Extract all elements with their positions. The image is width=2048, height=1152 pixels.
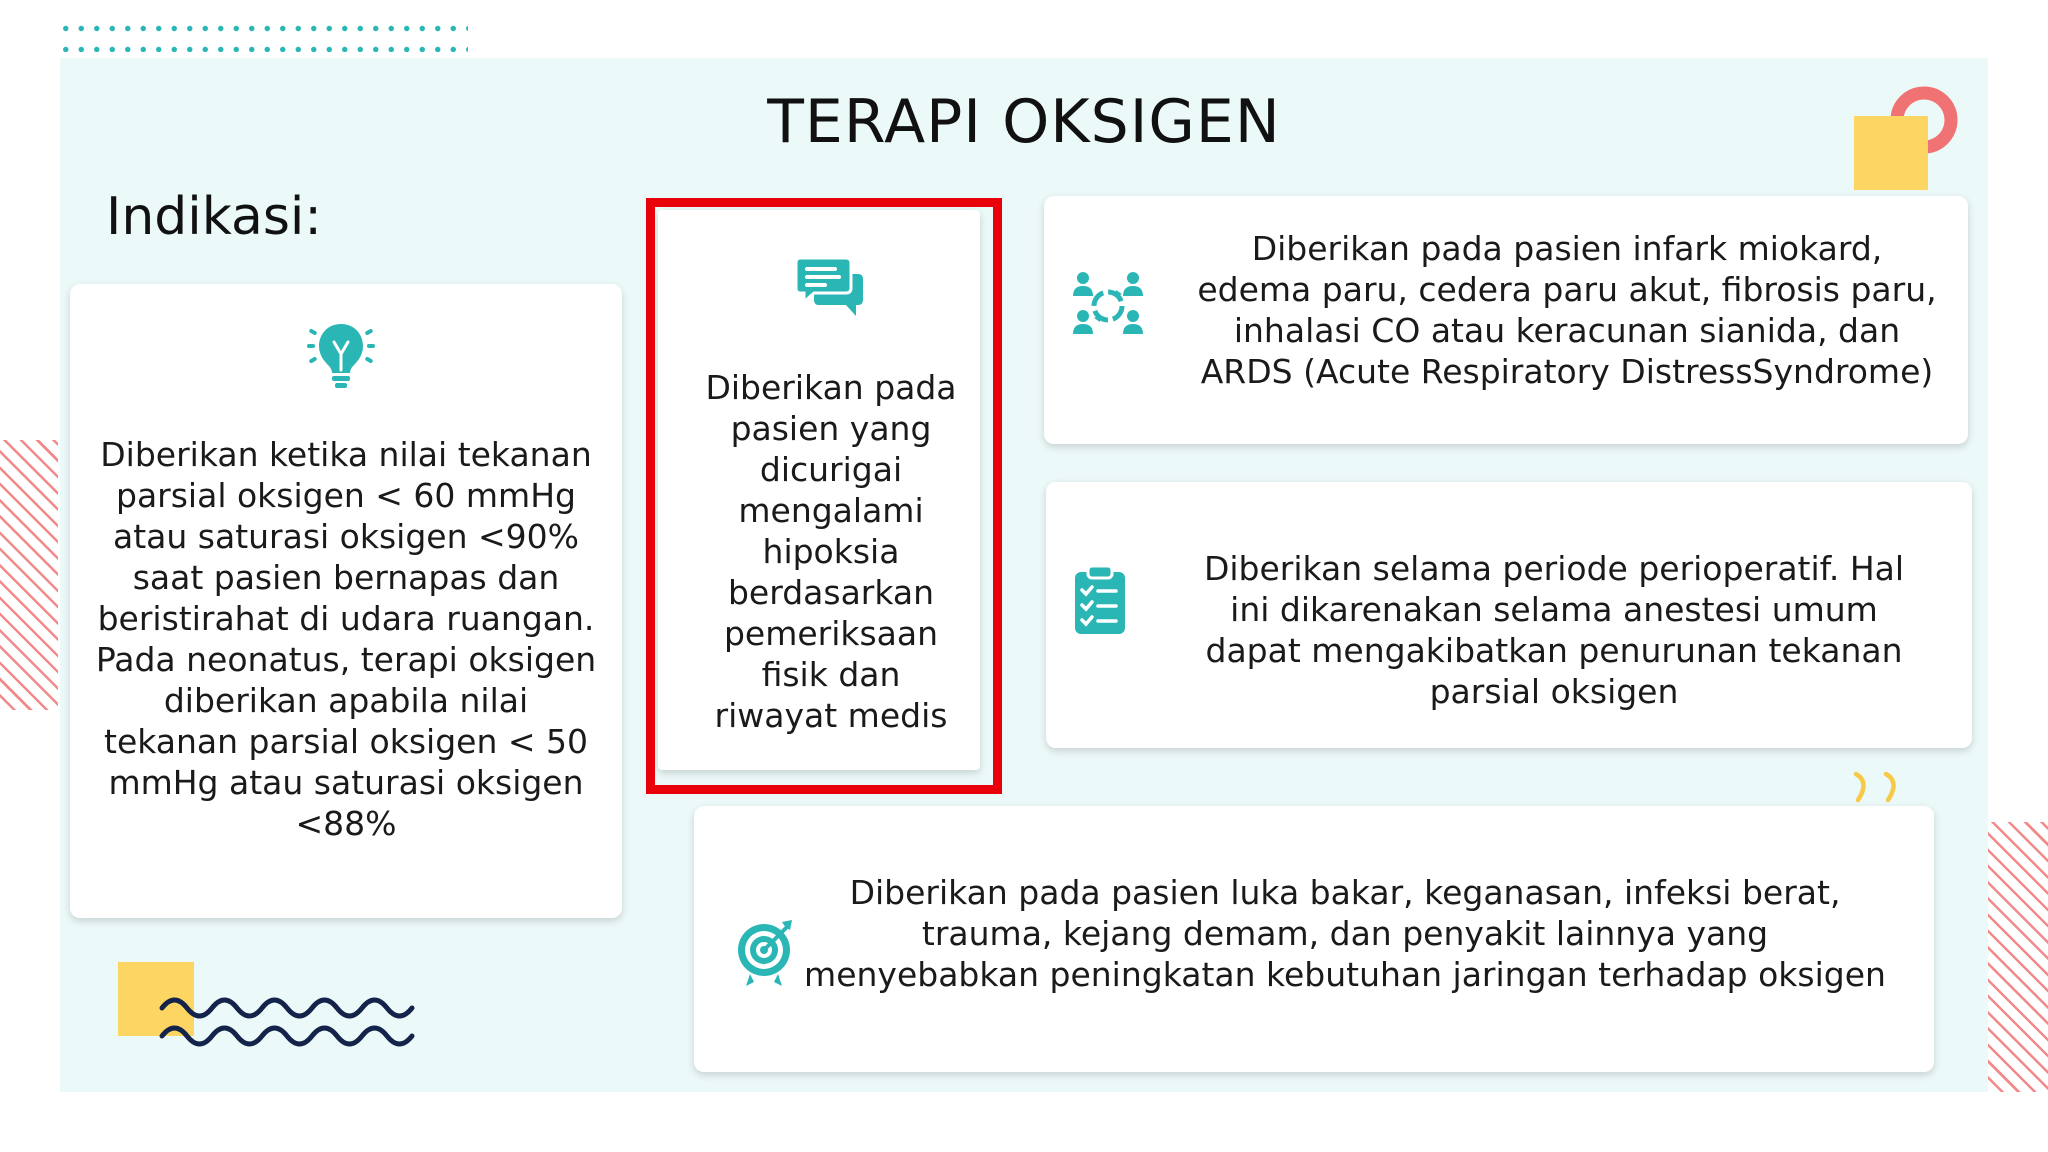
indication-text-3: Diberikan pada pasien infark miokard, edema paru, cedera paru akut, fibrosis paru, inhalasi CO atau keracunan sianida, dan ARDS (Acute Respiratory DistressSyndrome) [1197,229,1937,391]
red-highlight-box [646,198,1002,794]
dot-grid-decoration [58,18,468,52]
people-network-icon [1072,270,1144,340]
clipboard-checklist-icon [1072,564,1128,636]
hatch-decoration-right [1988,822,2048,1092]
quote-marks-decoration [1850,766,1914,806]
wave-decoration [158,996,428,1052]
indication-text-2: Diberikan pada pasien yang dicurigai mengalami hipoksia berdasarkan pemeriksaan fisik dan riwayat medis [705,368,957,735]
hatch-decoration-left [0,440,58,710]
indication-text-1: Diberikan ketika nilai tekanan parsial oksigen < 60 mmHg atau saturasi oksigen <90% saat pasien bernapas dan beristirahat di udara ruangan. Pada neonatus, terapi oksigen diberikan apabila nilai tekanan parsial oksigen < 50 mmHg atau saturasi oksigen <88% [95,435,597,843]
lightbulb-icon [306,318,376,390]
section-heading: Indikasi: [106,187,322,247]
target-icon [734,916,798,988]
slide-title: TERAPI OKSIGEN [767,87,1281,157]
indication-text-4: Diberikan selama periode perioperatif. Hal ini dikarenakan selama anestesi umum dapat mengakibatkan penurunan tekanan parsial oksigen [1203,549,1905,711]
indication-text-5: Diberikan pada pasien luka bakar, keganasan, infeksi berat, trauma, kejang demam, dan penyakit lainnya yang menyebabkan peningkatan kebutuhan jaringan terhadap oksigen [804,873,1886,994]
